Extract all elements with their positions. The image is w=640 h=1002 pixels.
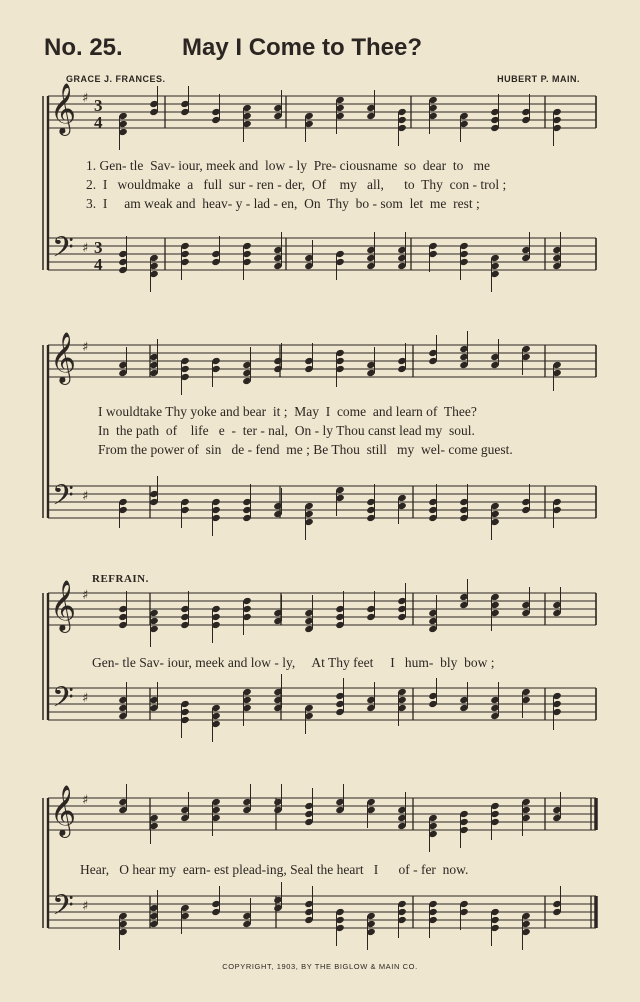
treble-clef-icon: 𝄞 — [50, 332, 77, 383]
treble-clef-icon: 𝄞 — [50, 580, 77, 631]
refrain-line-1: Gen- tle Sav- iour, meek and low - ly, At Thy feet I hum- bly bow ; — [92, 655, 495, 670]
hymn-title: May I Come to Thee? — [182, 34, 423, 61]
author-credit: GRACE J. FRANCES. — [66, 74, 166, 84]
refrain-label: REFRAIN. — [92, 573, 149, 585]
verse-3-line-2: From the power of sin de - fend me ; Be Thou still my wel- come guest. — [98, 442, 513, 457]
time-signature-bottom: 4 — [94, 255, 103, 274]
verse-1-line-2: I wouldtake Thy yoke and bear it ; May I come and learn of Thee? — [98, 404, 477, 419]
verse-1-line-1: 1. Gen- tle Sav- iour, meek and low - ly Pre- ciousname so dear to me — [86, 158, 490, 173]
copyright-notice: COPYRIGHT, 1903, BY THE BIGLOW & MAIN CO. — [222, 962, 418, 971]
treble-clef-icon: 𝄞 — [50, 785, 77, 836]
hymn-number: No. 25. — [44, 34, 123, 61]
sharp-icon: ♯ — [82, 793, 89, 808]
time-signature-top: 3 — [94, 238, 103, 257]
composer-credit: HUBERT P. MAIN. — [497, 74, 580, 84]
bass-clef-icon: 𝄢 — [52, 889, 74, 929]
sharp-icon: ♯ — [82, 489, 89, 504]
treble-clef-icon: 𝄞 — [50, 83, 77, 134]
refrain-line-2: Hear, O hear my earn- est plead-ing, Seal the heart I of - fer now. — [80, 862, 469, 877]
sharp-icon: ♯ — [82, 899, 89, 914]
sharp-icon: ♯ — [82, 588, 89, 603]
sharp-icon: ♯ — [82, 340, 89, 355]
verse-3-line-1: 3. I am weak and heav- y - lad - en, On Thy bo - som let me rest ; — [86, 196, 480, 211]
sharp-icon: ♯ — [82, 91, 89, 106]
verse-2-line-1: 2. I wouldmake a full sur - ren - der, Of my all, to Thy con - trol ; — [86, 177, 507, 192]
verse-2-line-2: In the path of life e - ter - nal, On - ly Thou canst lead my soul. — [98, 423, 475, 438]
sharp-icon: ♯ — [82, 241, 89, 256]
time-signature-top: 3 — [94, 96, 103, 115]
bass-clef-icon: 𝄢 — [52, 479, 74, 519]
sharp-icon: ♯ — [82, 691, 89, 706]
bass-clef-icon: 𝄢 — [52, 231, 74, 271]
time-signature-bottom: 4 — [94, 113, 103, 132]
bass-clef-icon: 𝄢 — [52, 681, 74, 721]
